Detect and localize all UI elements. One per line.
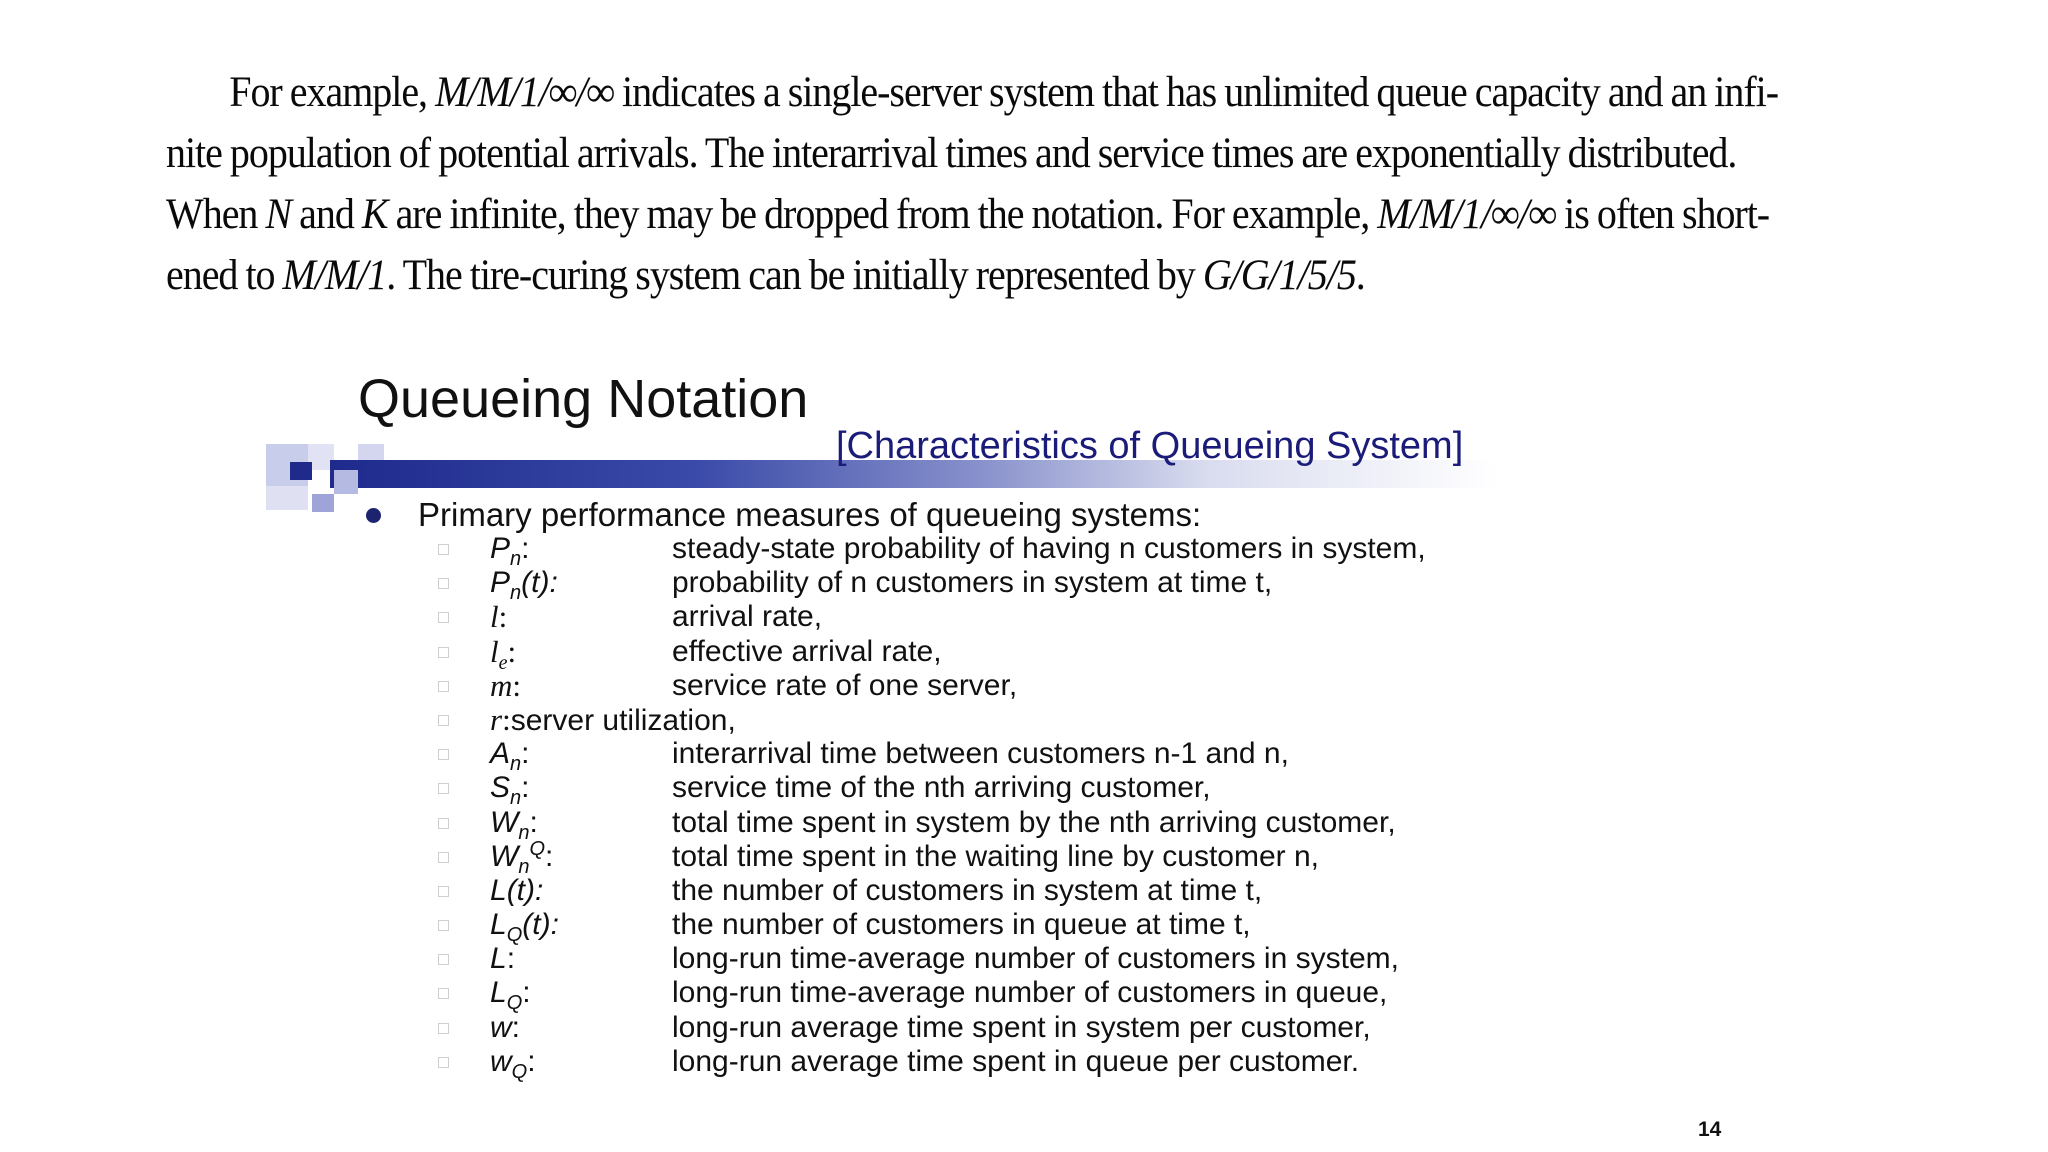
symbol-base: S	[490, 771, 511, 805]
notation-mm1: M/M/1/∞/∞	[1377, 191, 1557, 238]
symbol-base: P	[490, 532, 511, 565]
paragraph-line-4	[166, 245, 1803, 306]
symbol-superscript: Q	[529, 837, 546, 860]
measure-symbol	[490, 874, 543, 908]
bullet-text: Primary performance measures of queueing systems:	[418, 496, 1202, 533]
measure-symbol	[490, 976, 531, 1015]
symbol-base: l	[490, 633, 499, 669]
measure-symbol	[490, 908, 559, 947]
text-run: When	[166, 191, 266, 238]
measure-description: probability of n customers in system at time t,	[672, 566, 1273, 600]
measure-item	[438, 669, 1738, 703]
measure-symbol	[490, 737, 530, 776]
square-box-icon	[438, 578, 449, 589]
symbol-suffix: :	[529, 805, 538, 839]
symbol-subscript: n	[510, 582, 522, 605]
measure-description: total time spent in system by the nth arriving customer,	[672, 805, 1396, 839]
symbol-suffix: :	[521, 737, 530, 771]
paragraph-line-3	[166, 184, 1803, 245]
symbol-subscript: Q	[506, 924, 523, 947]
performance-measures-list	[438, 532, 1738, 1083]
symbol-suffix: (t):	[506, 873, 544, 907]
decor-square	[290, 462, 312, 480]
symbol-base: A	[490, 737, 511, 771]
square-box-icon	[438, 681, 449, 692]
measure-symbol	[490, 942, 515, 976]
symbol-base: m	[490, 667, 513, 703]
symbol-suffix: :	[502, 701, 511, 737]
square-box-icon	[438, 1057, 449, 1068]
square-box-icon	[438, 852, 449, 863]
measure-symbol	[490, 702, 511, 737]
symbol-base: w	[490, 1044, 512, 1078]
symbol-subscript: e	[498, 651, 508, 674]
symbol-subscript: n	[518, 855, 530, 878]
text-run: ened to	[166, 252, 283, 299]
page-number: 14	[1698, 1118, 1722, 1141]
symbol-base: L	[490, 976, 507, 1010]
symbol-subscript: n	[518, 821, 530, 844]
measure-description: the number of customers in system at time t,	[672, 873, 1263, 907]
slide-title: Queueing Notation	[358, 369, 809, 429]
measure-item	[438, 566, 1738, 605]
symbol-base: r	[490, 701, 503, 737]
decor-square	[266, 486, 308, 510]
measure-symbol	[490, 1011, 520, 1045]
measure-item	[438, 837, 1738, 878]
measure-item	[438, 532, 1738, 570]
symbol-suffix: :	[498, 599, 508, 635]
measure-item	[438, 805, 1738, 844]
measure-item	[438, 703, 1738, 737]
symbol-subscript: n	[510, 787, 522, 810]
symbol-suffix: :	[506, 942, 516, 976]
measure-description: long-run time-average number of customers in queue,	[672, 976, 1388, 1010]
symbol-base: P	[490, 566, 511, 600]
text-run: is often short-	[1556, 191, 1770, 238]
measure-item	[438, 600, 1738, 634]
slide-subtitle: [Characteristics of Queueing System]	[836, 425, 1464, 467]
square-box-icon	[438, 647, 449, 658]
measure-description: long-run average time spent in queue per customer.	[672, 1044, 1360, 1078]
measure-description: arrival rate,	[672, 600, 823, 634]
square-box-icon	[438, 612, 449, 623]
square-box-icon	[438, 715, 449, 726]
measure-item	[438, 737, 1738, 776]
symbol-suffix: :	[512, 667, 522, 703]
symbol-base: L	[490, 908, 507, 942]
symbol-base: w	[490, 1010, 512, 1044]
symbol-suffix: :	[521, 771, 530, 805]
symbol-suffix: (t):	[521, 566, 558, 600]
paragraph-line-1	[166, 62, 1803, 123]
symbol-base: l	[490, 599, 499, 635]
square-box-icon	[438, 954, 449, 965]
measure-symbol	[490, 837, 554, 878]
measure-symbol	[490, 805, 538, 844]
measure-description: server utilization,	[510, 703, 736, 737]
measure-item	[438, 908, 1738, 947]
symbol-base: W	[490, 805, 519, 839]
measure-item	[438, 771, 1738, 810]
text-run: .	[1355, 252, 1365, 299]
inline-measure	[490, 703, 736, 738]
symbol-base: W	[490, 839, 519, 873]
text-run: . The tire-curing system can be initially represented by	[386, 252, 1203, 299]
symbol-base: L	[490, 942, 507, 976]
measure-item	[438, 1044, 1738, 1083]
round-bullet-icon	[366, 508, 381, 523]
variable-k: K	[361, 191, 388, 238]
square-box-icon	[438, 818, 449, 829]
symbol-suffix: :	[545, 839, 554, 873]
measure-description: total time spent in the waiting line by customer n,	[672, 839, 1319, 873]
notation-mm1-short: M/M/1	[282, 252, 387, 299]
symbol-base: L	[490, 873, 507, 907]
measure-symbol	[490, 633, 517, 674]
textbook-paragraph	[166, 62, 1803, 306]
measure-item	[438, 874, 1738, 908]
measure-symbol	[490, 600, 507, 634]
symbol-suffix: (t):	[522, 908, 559, 942]
measure-symbol	[490, 566, 558, 605]
square-box-icon	[438, 920, 449, 931]
symbol-suffix: :	[521, 532, 530, 565]
paragraph-line-2: nite population of potential arrivals. The interarrival times and service times are exponentially distributed.	[166, 130, 1737, 177]
square-box-icon	[438, 783, 449, 794]
symbol-subscript: n	[510, 753, 522, 776]
square-box-icon	[438, 886, 449, 897]
measure-symbol	[490, 532, 530, 570]
text-run: For example,	[229, 69, 436, 116]
symbol-subscript: Q	[511, 1060, 528, 1083]
square-box-icon	[438, 749, 449, 760]
symbol-subscript: Q	[506, 992, 523, 1015]
variable-n: N	[265, 191, 292, 238]
text-run: indicates a single-server system that has unlimited queue capacity and an infi-	[613, 69, 1779, 116]
symbol-suffix: :	[522, 976, 531, 1010]
measure-description: service rate of one server,	[672, 668, 1018, 702]
measure-item	[438, 633, 1738, 674]
main-bullet	[366, 496, 1201, 534]
measure-symbol	[490, 669, 521, 703]
measure-item	[438, 976, 1738, 1015]
measure-description: effective arrival rate,	[672, 634, 942, 668]
measure-item	[438, 1011, 1738, 1045]
square-box-icon	[438, 988, 449, 999]
square-box-icon	[438, 1023, 449, 1034]
text-run: and	[291, 191, 362, 238]
decor-square	[334, 470, 358, 494]
measure-description: service time of the nth arriving customer,	[672, 771, 1211, 805]
measure-item	[438, 942, 1738, 976]
symbol-suffix: :	[527, 1044, 536, 1078]
measure-description: the number of customers in queue at time t,	[672, 908, 1251, 942]
symbol-suffix: :	[507, 633, 517, 669]
measure-description: long-run time-average number of customers in system,	[672, 942, 1399, 976]
measure-description: interarrival time between customers n-1 and n,	[672, 737, 1289, 771]
measure-description: long-run average time spent in system per customer,	[672, 1010, 1371, 1044]
symbol-suffix: :	[511, 1010, 521, 1044]
notation-gg155: G/G/1/5/5	[1202, 252, 1356, 299]
measure-symbol	[490, 1044, 536, 1083]
notation-mm1: M/M/1/∞/∞	[435, 69, 614, 116]
symbol-subscript: n	[510, 548, 522, 570]
text-run: are infinite, they may be dropped from the notation. For example,	[387, 191, 1378, 238]
measure-symbol	[490, 771, 530, 810]
square-box-icon	[438, 544, 449, 555]
decor-square	[312, 494, 334, 512]
measure-description: steady-state probability of having n customers in system,	[672, 532, 1426, 565]
